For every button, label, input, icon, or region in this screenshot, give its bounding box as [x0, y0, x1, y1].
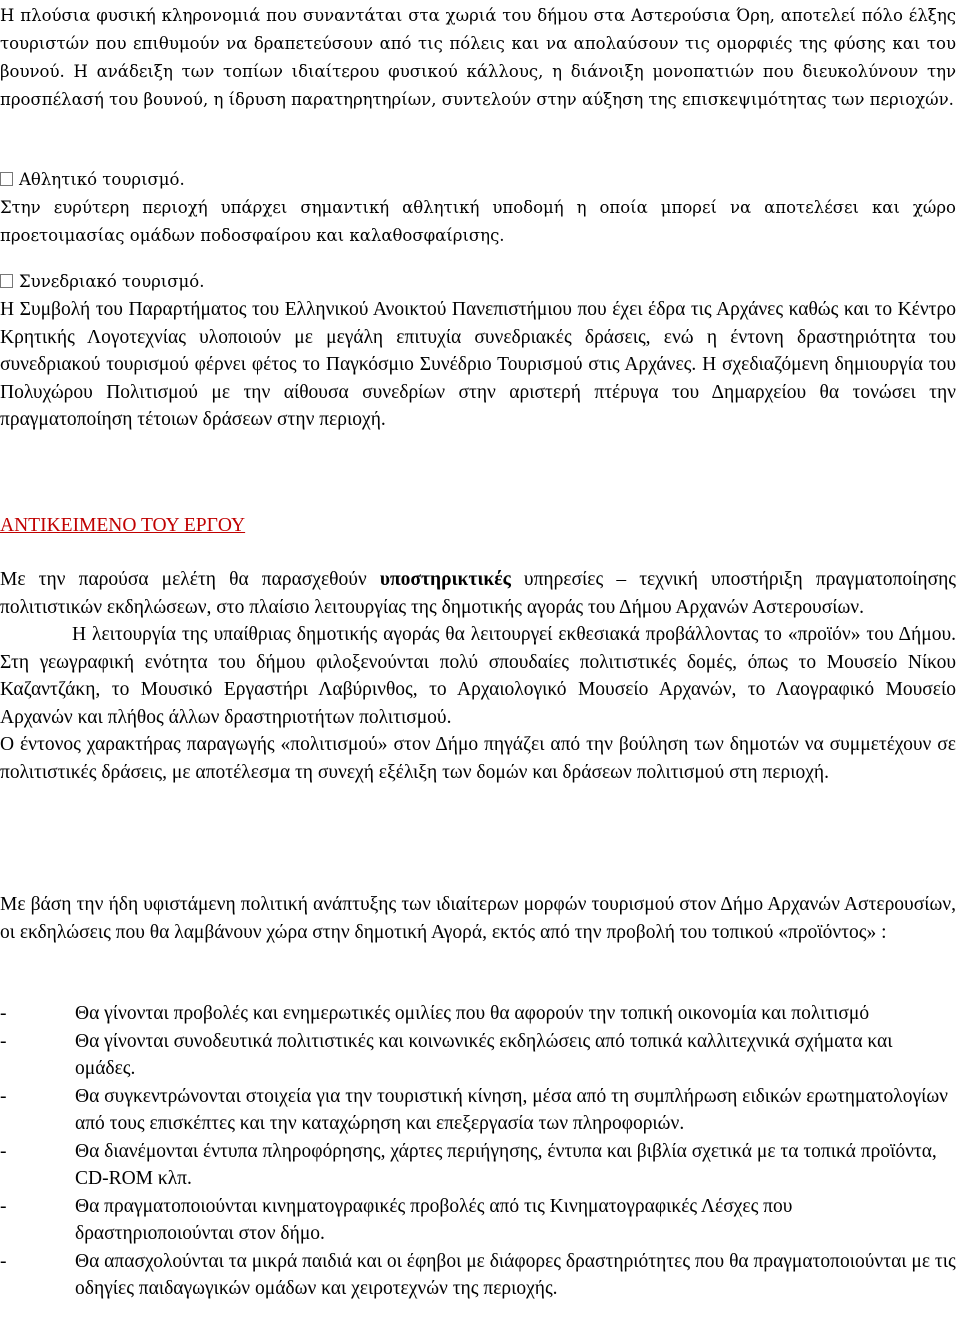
section-conference: [0, 268, 956, 434]
list-intro-paragraph: Με βάση την ήδη υφιστάμενη πολιτική ανάπτυξης των ιδιαίτερων μορφών τουρισμού στον Δήμο Αρχανών Αστερουσίων, οι εκδηλώσεις που θα λαμβάνουν χώρα στην δημοτική Αγορά, εκτός από την προβολή του τοπικού «προϊόντος» :: [0, 894, 956, 943]
object-section: [0, 566, 956, 786]
section-title-athletic: Αθλητικό τουρισμό.: [0, 166, 956, 194]
section-title-conference: Συνεδριακό τουρισμό.: [0, 268, 956, 296]
object-paragraph-1: Με την παρούσα μελέτη θα παρασχεθούν υποστηρικτικές υπηρεσίες – τεχνική υποστήριξη πραγματοποίησης πολιτιστικών εκδηλώσεων, στο πλαίσιο λειτουργίας της δημοτικής αγοράς του Δήμου Αρχανών Αστερουσίων.: [0, 569, 957, 618]
athletic-paragraph: Στην ευρύτερη περιοχή υπάρχει σημαντική αθλητική υποδομή η οποία μπορεί να αποτελέσει και χώρο προετοιμασίας ομάδων ποδοσφαίρου και καλαθοσφαίρισης.: [0, 198, 956, 245]
section-heading: ΑΝΤΙΚΕΙΜΕΝΟ ΤΟΥ ΕΡΓΟΥ: [0, 515, 246, 536]
list-item: - Θα γίνονται προβολές και ενημερωτικές ομιλίες που θα αφορούν την τοπική οικονομία και πολιτισμό: [0, 1003, 870, 1024]
object-paragraph-2: Η λειτουργία της υπαίθριας δημοτικής αγοράς θα λειτουργεί εκθεσιακά προβάλλοντας το «προϊόν» του Δήμου. Στη γεωγραφική ενότητα του δήμου φιλοξενούνται πολύ σπουδαίες πολιτιστικές δομές, όπως το Μουσείο Νίκου Καζαντζάκη, το Μουσικό Εργαστήρι Λαβύρινθος, το Αρχαιολογικό Μουσείο Αρχανών, το Λαογραφικό Μουσείο Αρχανών και πλήθος άλλων δραστηριοτήτων πολιτισμού.: [0, 624, 956, 728]
bullet-icon: [0, 172, 13, 186]
bullet-icon: [0, 274, 13, 288]
object-paragraph-3: Ο έντονος χαρακτήρας παραγωγής «πολιτισμού» στον Δήμο πηγάζει από την βούληση των δημοτών να συμμετέχουν σε πολιτιστικές δράσεις, με αποτέλεσμα τη συνεχή εξέλιξη των δομών και δράσεων πολιτισμού στη περιοχή.: [0, 734, 956, 783]
section-athletic: [0, 166, 956, 250]
list-item: - Θα πραγματοποιούνται κινηματογραφικές προβολές από τις Κινηματογραφικές Λέσχες που δραστηριοποιούνται στον δήμο.: [0, 1195, 793, 1244]
list-item: - Θα γίνονται συνοδευτικά πολιτιστικές και κοινωνικές εκδηλώσεις από τοπικά καλλιτεχνικά σχήματα και ομάδες.: [0, 1030, 893, 1079]
list-item: - Θα απασχολούνται τα μικρά παιδιά και οι έφηβοι με διάφορες δραστηριότητες που θα πραγματοποιούνται με τις οδηγίες παιδαγωγικών ομάδων και χειροτεχνών της περιοχής.: [0, 1250, 956, 1299]
list-item: - Θα διανέμονται έντυπα πληροφόρησης, χάρτες περιήγησης, έντυπα και βιβλία σχετικά με τα τοπικά προϊόντα, CD-ROM κλπ.: [0, 1140, 937, 1189]
activities-list: [0, 1000, 956, 1303]
intro-paragraph: Η πλούσια φυσική κληρονομιά που συναντάται στα χωριά του δήμου στα Αστερούσια Όρη, αποτελεί πόλο έλξης τουριστών που επιθυμούν να δραπετεύσουν από τις πόλεις και να απολαύσουν τις ομορφιές της φύσης και του βουνού. Η ανάδειξη των τοπίων ιδιαίτερου φυσικού κάλλους, η διάνοιξη μονοπατιών που διευκολύνουν την προσπέλασή του βουνού, η ίδρυση παρατηρητηρίων, συντελούν στην αύξηση της επισκεψιμότητας των περιοχών.: [0, 6, 956, 109]
list-item: - Θα συγκεντρώνονται στοιχεία για την τουριστική κίνηση, μέσα από τη συμπλήρωση ειδικών ερωτηματολογίων από τους επισκέπτες και την καταχώρηση και επεξεργασία των πληροφοριών.: [0, 1085, 948, 1134]
conference-paragraph: Η Συμβολή του Παραρτήματος του Ελληνικού Ανοικτού Πανεπιστήμιου που έχει έδρα τις Αρχάνες καθώς και το Κέντρο Κρητικής Λογοτεχνίας υλοποιούν με μεγάλη επιτυχία συνεδριακές δράσεις, ενώ η έντονη δραστηριότητα του συνεδριακού τουρισμού φέρνει φέτος το Παγκόσμιο Συνέδριο Τουρισμού στις Αρχάνες. Η σχεδιαζόμενη δημιουργία του Πολυχώρου Πολιτισμού με την αίθουσα συνεδρίων στην αριστερή πτέρυγα του Δημαρχείου θα τονώσει την πραγματοποίηση τέτοιων δράσεων στην περιοχή.: [0, 299, 956, 430]
